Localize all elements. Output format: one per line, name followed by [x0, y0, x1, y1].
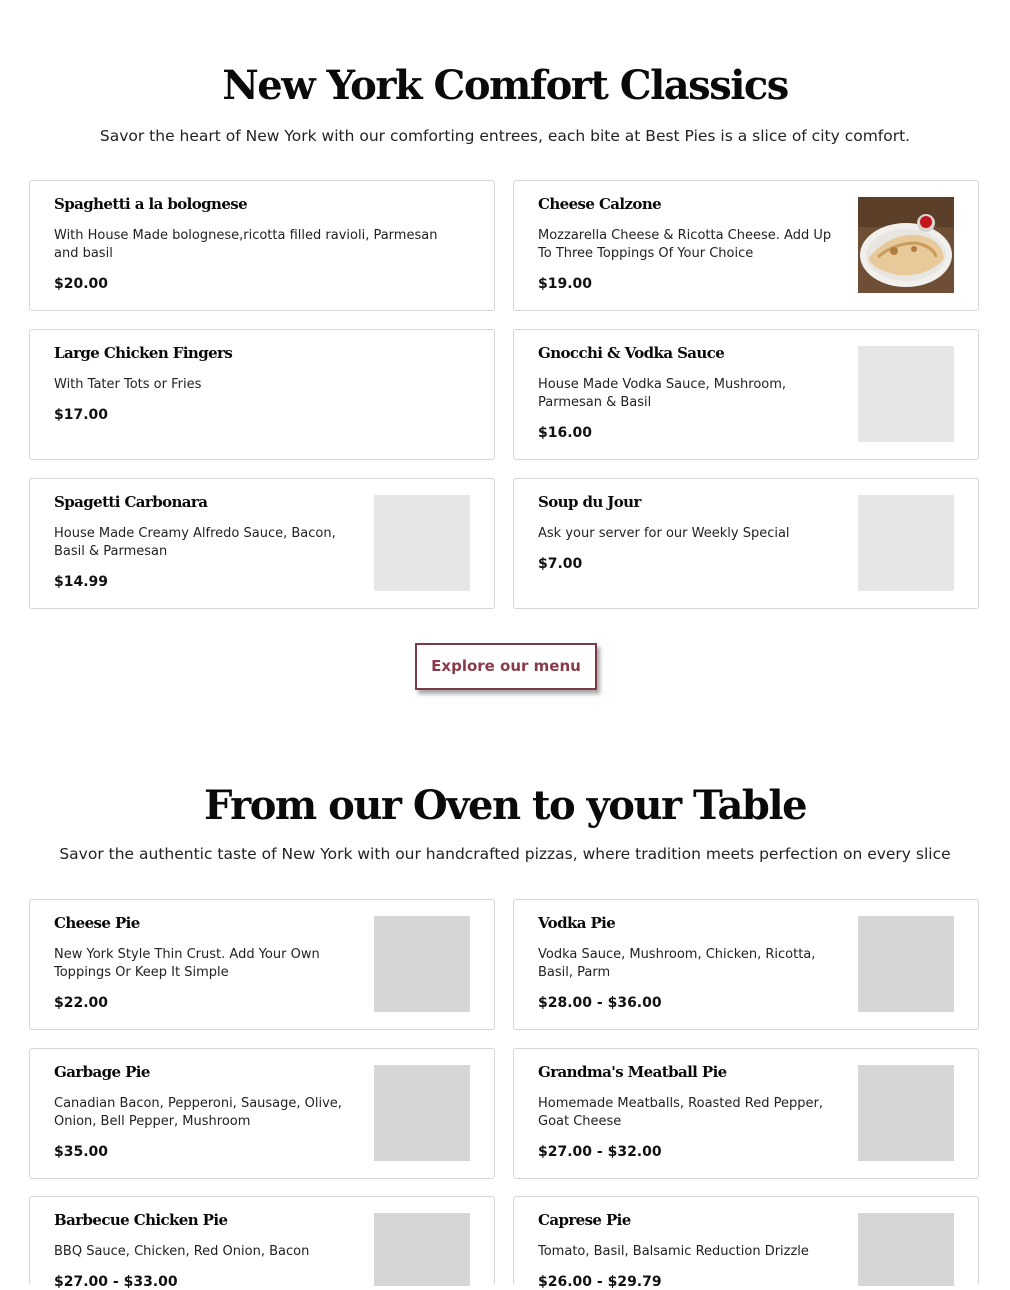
menu-item-description: BBQ Sauce, Chicken, Red Onion, Bacon	[54, 1244, 310, 1259]
menu-item-card[interactable]	[29, 1048, 495, 1179]
menu-item-card[interactable]	[513, 329, 979, 460]
item-image-placeholder	[858, 916, 954, 1012]
menu-item-name: Vodka Pie	[538, 914, 616, 932]
menu-item-description: Homemade Meatballs, Roasted Red Pepper, Goat Cheese	[538, 1096, 823, 1129]
menu-item-name: Cheese Calzone	[538, 195, 662, 213]
menu-item-description: House Made Vodka Sauce, Mushroom, Parmesan & Basil	[538, 377, 787, 410]
item-image-placeholder	[374, 1213, 470, 1286]
section-subtitle-oven-to-table: Savor the authentic taste of New York with our handcrafted pizzas, where tradition meets perfection on every slice	[59, 845, 951, 863]
menu-item-price: $27.00 - $32.00	[538, 1144, 662, 1160]
menu-item-name: Gnocchi & Vodka Sauce	[538, 344, 725, 362]
menu-item-name: Large Chicken Fingers	[54, 344, 233, 362]
item-image-placeholder	[858, 1213, 954, 1286]
menu-item-card[interactable]	[513, 1196, 979, 1290]
menu-item-card[interactable]	[513, 180, 979, 311]
menu-item-name: Garbage Pie	[54, 1063, 150, 1081]
menu-item-price: $19.00	[538, 276, 593, 292]
section-title-oven-to-table: From our Oven to your Table	[203, 782, 807, 829]
menu-item-name: Spaghetti a la bolognese	[54, 195, 248, 213]
menu-item-card[interactable]	[513, 478, 979, 609]
item-image-placeholder	[858, 1065, 954, 1161]
menu-item-card[interactable]	[29, 180, 495, 311]
menu-item-description: With Tater Tots or Fries	[54, 377, 202, 392]
section-subtitle-comfort-classics: Savor the heart of New York with our comforting entrees, each bite at Best Pies is a slice of city comfort.	[99, 127, 911, 145]
item-image-placeholder	[858, 495, 954, 591]
item-image-placeholder	[858, 346, 954, 442]
menu-item-price: $16.00	[538, 425, 593, 441]
menu-item-name: Spagetti Carbonara	[54, 493, 208, 511]
menu-item-card[interactable]	[29, 478, 495, 609]
menu-item-card[interactable]	[513, 1048, 979, 1179]
menu-item-name: Barbecue Chicken Pie	[54, 1211, 228, 1229]
menu-item-price: $22.00	[54, 995, 109, 1011]
menu-item-name: Grandma's Meatball Pie	[538, 1063, 727, 1081]
item-image-placeholder	[374, 1065, 470, 1161]
menu-item-card[interactable]	[29, 1196, 495, 1290]
menu-item-name: Caprese Pie	[538, 1211, 631, 1229]
section-title-comfort-classics: New York Comfort Classics	[222, 62, 788, 109]
menu-item-price: $17.00	[54, 407, 109, 423]
menu-item-price: $26.00 - $29.79	[538, 1274, 662, 1290]
menu-item-price: $20.00	[54, 276, 109, 292]
menu-item-description: Canadian Bacon, Pepperoni, Sausage, Olive, Onion, Bell Pepper, Mushroom	[54, 1096, 342, 1129]
menu-item-description: Mozzarella Cheese & Ricotta Cheese. Add Up To Three Toppings Of Your Choice	[538, 228, 832, 261]
menu-item-description: House Made Creamy Alfredo Sauce, Bacon, Basil & Parmesan	[54, 526, 336, 559]
menu-item-name: Cheese Pie	[54, 914, 140, 932]
explore-menu-button[interactable]: Explore our menu	[415, 643, 597, 690]
menu-item-card[interactable]	[29, 329, 495, 460]
menu-item-price: $35.00	[54, 1144, 109, 1160]
menu-item-price: $28.00 - $36.00	[538, 995, 662, 1011]
calzone-photo	[858, 197, 954, 293]
menu-item-card[interactable]	[513, 899, 979, 1030]
menu-item-description: New York Style Thin Crust. Add Your Own Toppings Or Keep It Simple	[54, 947, 320, 980]
menu-item-price: $27.00 - $33.00	[54, 1274, 178, 1290]
menu-item-description: Ask your server for our Weekly Special	[538, 526, 790, 541]
menu-item-card[interactable]	[29, 899, 495, 1030]
menu-item-name: Soup du Jour	[538, 493, 641, 511]
menu-item-description: Vodka Sauce, Mushroom, Chicken, Ricotta, Basil, Parm	[538, 947, 816, 980]
item-image-placeholder	[374, 916, 470, 1012]
menu-item-price: $7.00	[538, 556, 583, 572]
menu-item-description: Tomato, Basil, Balsamic Reduction Drizzle	[538, 1244, 809, 1259]
menu-item-price: $14.99	[54, 574, 109, 590]
menu-item-description: With House Made bolognese,ricotta filled ravioli, Parmesan and basil	[54, 228, 438, 261]
item-image-placeholder	[374, 495, 470, 591]
